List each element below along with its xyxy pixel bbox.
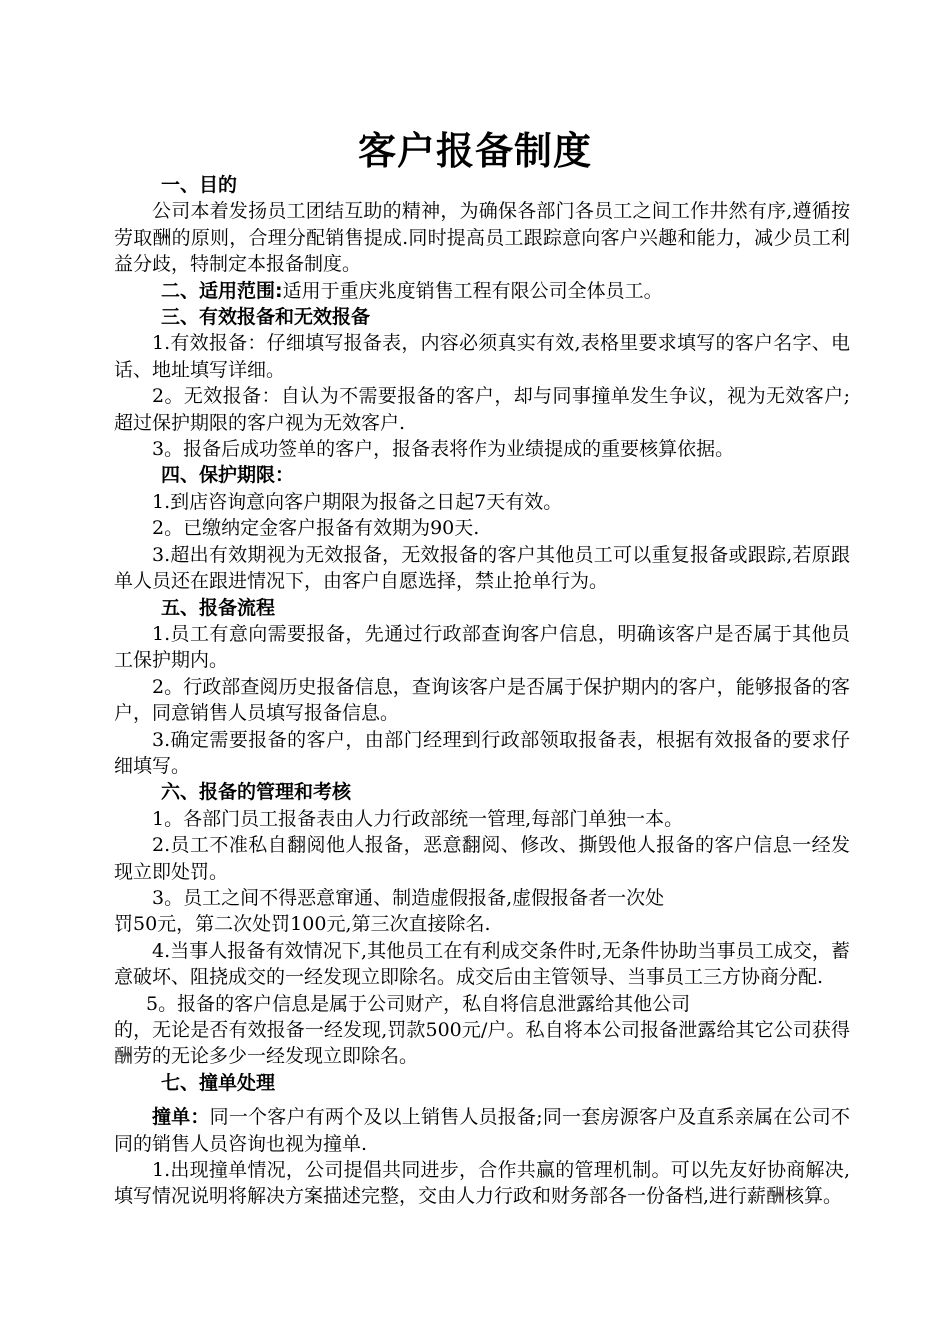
- section-3-paragraph-3: 3。报备后成功签单的客户，报备表将作为业绩提成的重要核算依据。: [152, 438, 735, 461]
- section-6-paragraph-5a: 5。报备的客户信息是属于公司财产，私自将信息泄露给其他公司: [146, 992, 691, 1015]
- section-7-definition-text: 同一个客户有两个及以上销售人员报备;同一套房源客户及直系亲属在公司不同的销售人员咨询也视为撞单.: [114, 1106, 850, 1155]
- section-1-paragraph: 公司本着发扬员工团结互助的精神，为确保各部门各员工之间工作井然有序,遵循按劳取酬的原则，合理分配销售提成.同时提高员工跟踪意向客户兴趣和能力，减少员工利益分歧，特制定本报备制度。: [114, 200, 850, 276]
- section-5-paragraph-2: 2。行政部查阅历史报备信息，查询该客户是否属于保护期内的客户，能够报备的客户，同意销售人员填写报备信息。: [114, 675, 850, 725]
- document-title: 客户报备制度: [357, 129, 592, 173]
- section-2-heading-line: [114, 278, 850, 304]
- section-6-paragraph-3b: 罚50元，第二次处罚100元,第三次直接除名.: [114, 913, 491, 936]
- section-3-heading: 三、有效报备和无效报备: [161, 306, 371, 329]
- section-7-definition: [114, 1104, 850, 1157]
- section-1-heading: 一、目的: [161, 174, 238, 196]
- section-6-paragraph-1: 1。各部门员工报备表由人力行政部统一管理,每部门单独一本。: [152, 807, 684, 830]
- section-4-paragraph-1: 1.到店咨询意向客户期限为报备之日起7天有效。: [152, 490, 563, 513]
- section-3-paragraph-2: 2。无效报备：自认为不需要报备的客户，却与同事撞单发生争议，视为无效客户;超过保护期限的客户视为无效客户.: [114, 385, 850, 434]
- section-7-heading: 七、撞单处理: [161, 1071, 276, 1094]
- section-2-text: 适用于重庆兆度销售工程有限公司全体员工。: [282, 279, 663, 302]
- section-5-paragraph-3: 3.确定需要报备的客户，由部门经理到行政部领取报备表，根据有效报备的要求仔细填写。: [114, 728, 850, 777]
- section-2-heading: 二、适用范围:: [161, 279, 283, 302]
- section-4-heading: 四、保护期限：: [161, 464, 295, 487]
- section-3-paragraph-1: 1.有效报备：仔细填写报备表，内容必须真实有效,表格里要求填写的客户名字、电话、地址填写详细。: [114, 332, 850, 381]
- section-4-paragraph-2: 2。已缴纳定金客户报备有效期为90天.: [152, 517, 480, 540]
- section-6-heading: 六、报备的管理和考核: [161, 781, 352, 804]
- document-body: [114, 172, 850, 1210]
- section-4-paragraph-3: 3.超出有效期视为无效报备，无效报备的客户其他员工可以重复报备或跟踪,若原跟单人员还在跟进情况下，由客户自愿选择，禁止抢单行为。: [114, 543, 850, 593]
- section-5-paragraph-1: 1.员工有意向需要报备，先通过行政部查询客户信息，明确该客户是否属于其他员工保护期内。: [114, 622, 850, 672]
- section-5-heading: 五、报备流程: [161, 596, 276, 619]
- section-7-term: 撞单：: [152, 1106, 210, 1129]
- section-6-paragraph-3a: 3。员工之间不得恶意窜通、制造虚假报备,虚假报备者一次处: [152, 886, 665, 909]
- section-6-paragraph-5b: 的，无论是否有效报备一经发现,罚款500元/户。私自将本公司报备泄露给其它公司获得酬劳的无论多少一经发现立即除名。: [114, 1019, 850, 1068]
- section-6-paragraph-4: 4.当事人报备有效情况下,其他员工在有利成交条件时,无条件协助当事员工成交，蓄意破坏、阻挠成交的一经发现立即除名。成交后由主管领导、当事员工三方协商分配.: [114, 939, 850, 989]
- section-6-paragraph-2: 2.员工不准私自翻阅他人报备，恶意翻阅、修改、撕毁他人报备的客户信息一经发现立即处罚。: [114, 834, 850, 883]
- section-7-paragraph-1: 1.出现撞单情况，公司提倡共同进步，合作共赢的管理机制。可以先友好协商解决,填写情况说明将解决方案描述完整，交由人力行政和财务部各一份备档,进行薪酬核算。: [114, 1159, 850, 1208]
